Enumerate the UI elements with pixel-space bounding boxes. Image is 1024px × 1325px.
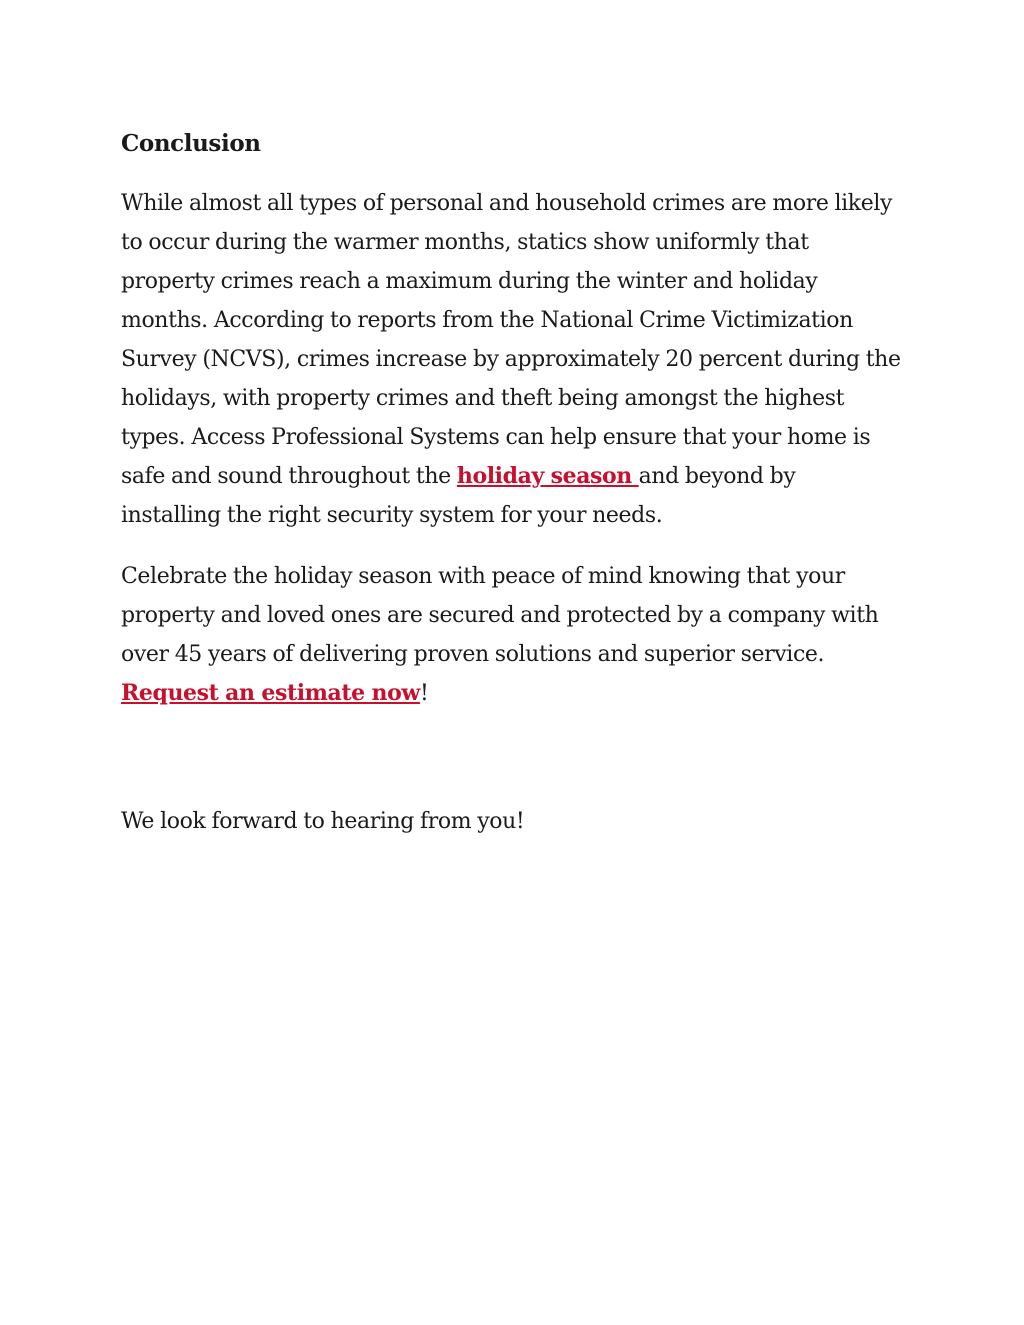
paragraph2-text-after: !	[419, 681, 429, 706]
paragraph-celebrate	[121, 557, 901, 713]
request-estimate-link[interactable]: Request an estimate now	[121, 680, 420, 706]
paragraph2-text-before: Celebrate the holiday season with peace of mind knowing that your property and loved ones are secured and protected by a company with over 45 years of delivering proven solutions and superior service.	[121, 564, 879, 667]
paragraph-crime-statistics	[121, 184, 901, 535]
closing-line: We look forward to hearing from you!	[121, 809, 525, 834]
section-heading: Conclusion	[121, 130, 261, 157]
paragraph1-text-after: and beyond by installing the right security system for your needs.	[121, 464, 796, 528]
paragraph1-text-before: While almost all types of personal and household crimes are more likely to occur during the warmer months, statics show uniformly that property crimes reach a maximum during the winter and holiday months. According to reports from the National Crime Victimization Survey (NCVS), crimes increase by approximately 20 percent during the holidays, with property crimes and theft being amongst the highest types. Access Professional Systems can help ensure that your home is safe and sound throughout the	[121, 191, 901, 489]
holiday-season-link[interactable]: holiday season	[456, 463, 639, 489]
document-page	[121, 128, 901, 834]
